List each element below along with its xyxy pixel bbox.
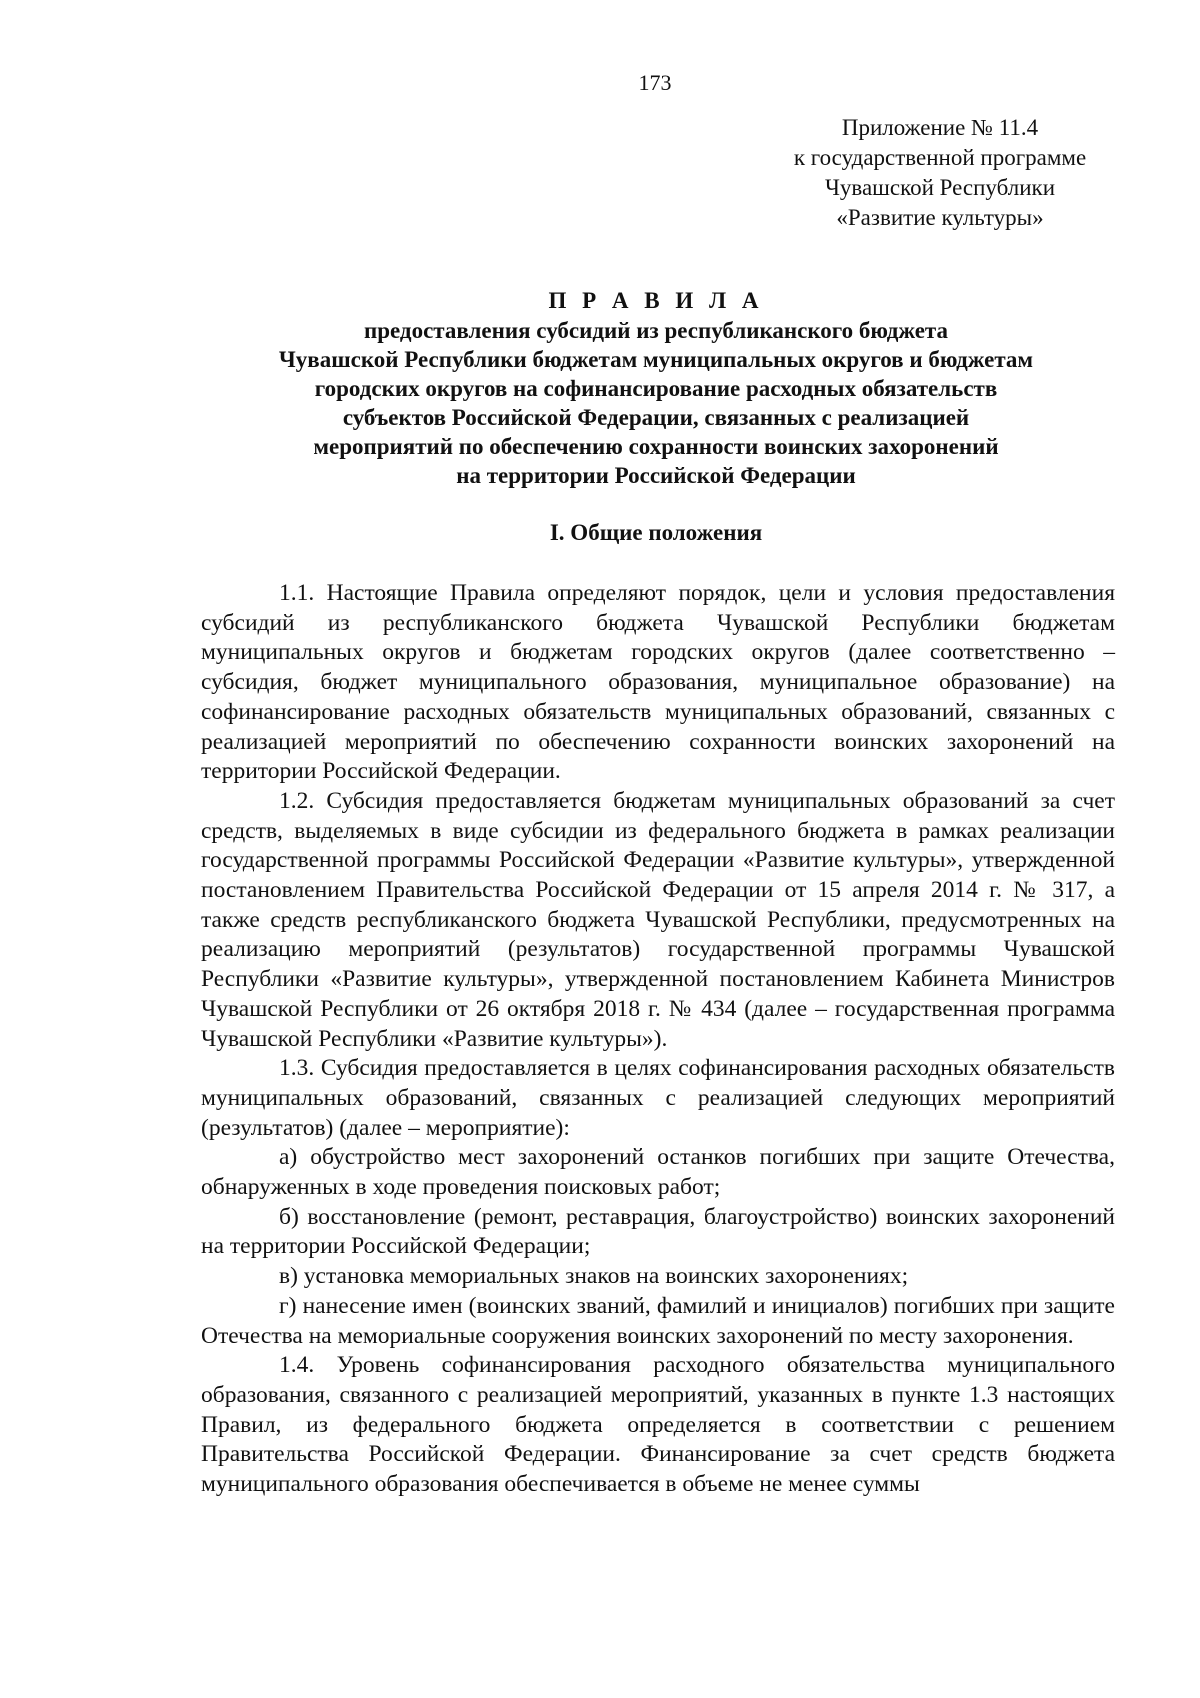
appendix-line: Чувашской Республики xyxy=(824,175,1056,200)
section-heading: I. Общие положения xyxy=(549,520,763,545)
paragraph: 1.2. Субсидия предоставляется бюджетам муниципальных образований за счет средств, выделяемых в виде субсидии из федерального бюджета в рамках реализации государственной программы Российской Федерации «Развитие культуры», утвержденной постановлением Правительства Российской Федерации от 15 апреля 2014 г. № 317, а также средств республиканского бюджета Чувашской Республики, предусмотренных на реализацию мероприятий (результатов) государственной программы Чувашской Республики «Развитие культуры», утвержденной постановлением Кабинета Министров Чувашской Республики от 26 октября 2018 г. № 434 (далее – государственная программа Чувашской Республики «Развитие культуры»). xyxy=(201,787,1115,1052)
paragraph: 1.4. Уровень софинансирования расходного обязательства муниципального образования, связанного с реализацией мероприятий, указанных в пункте 1.3 настоящих Правил, из федерального бюджета определяется в соответствии с решением Правительства Российской Федерации. Финансирование за счет средств бюджета муниципального образования обеспечивается в объеме не менее суммы xyxy=(201,1352,1115,1498)
paragraph: 1.3. Субсидия предоставляется в целях софинансирования расходных обязательств муниципальных образований, связанных с реализацией следующих мероприятий (результатов) (далее – мероприятие): xyxy=(201,1055,1115,1141)
list-item: в) установка мемориальных знаков на воинских захоронениях; xyxy=(279,1263,909,1290)
document-title: П Р А В И Л А xyxy=(548,288,764,313)
document-subtitle-line: субъектов Российской Федерации, связанных с реализацией xyxy=(342,405,970,430)
paragraph: 1.1. Настоящие Правила определяют порядок, цели и условия предоставления субсидий из республиканского бюджета Чувашской Республики бюджетам муниципальных округов и бюджетам городских округов (далее соответственно – субсидия, бюджет муниципального образования, муниципальное образование) на софинансирование расходных обязательств муниципальных образований, связанных с реализацией мероприятий по обеспечению сохранности воинских захоронений на территории Российской Федерации. xyxy=(201,580,1115,785)
document-subtitle-line: городских округов на софинансирование расходных обязательств xyxy=(314,376,998,401)
document-title-block xyxy=(196,286,1116,490)
appendix-header xyxy=(765,113,1115,233)
appendix-line: «Развитие культуры» xyxy=(836,205,1044,230)
document-body xyxy=(201,579,1115,1500)
list-item: а) обустройство мест захоронений останков погибших при защите Отечества, обнаруженных в ходе проведения поисковых работ; xyxy=(201,1144,1115,1201)
list-item: б) восстановление (ремонт, реставрация, благоустройство) воинских захоронений на территории Российской Федерации; xyxy=(201,1203,1115,1260)
page-number: 173 xyxy=(638,70,672,95)
document-subtitle-line: Чувашской Республики бюджетам муниципальных округов и бюджетам xyxy=(278,347,1034,372)
list-item: г) нанесение имен (воинских званий, фамилий и инициалов) погибших при защите Отечества на мемориальные сооружения воинских захоронений по месту захоронения. xyxy=(201,1292,1115,1349)
document-subtitle-line: мероприятий по обеспечению сохранности воинских захоронений xyxy=(313,434,999,459)
document-subtitle-line: предоставления субсидий из республиканского бюджета xyxy=(363,318,948,343)
appendix-line: к государственной программе xyxy=(793,145,1087,170)
document-subtitle-line: на территории Российской Федерации xyxy=(456,463,856,488)
appendix-line: Приложение № 11.4 xyxy=(841,115,1039,140)
